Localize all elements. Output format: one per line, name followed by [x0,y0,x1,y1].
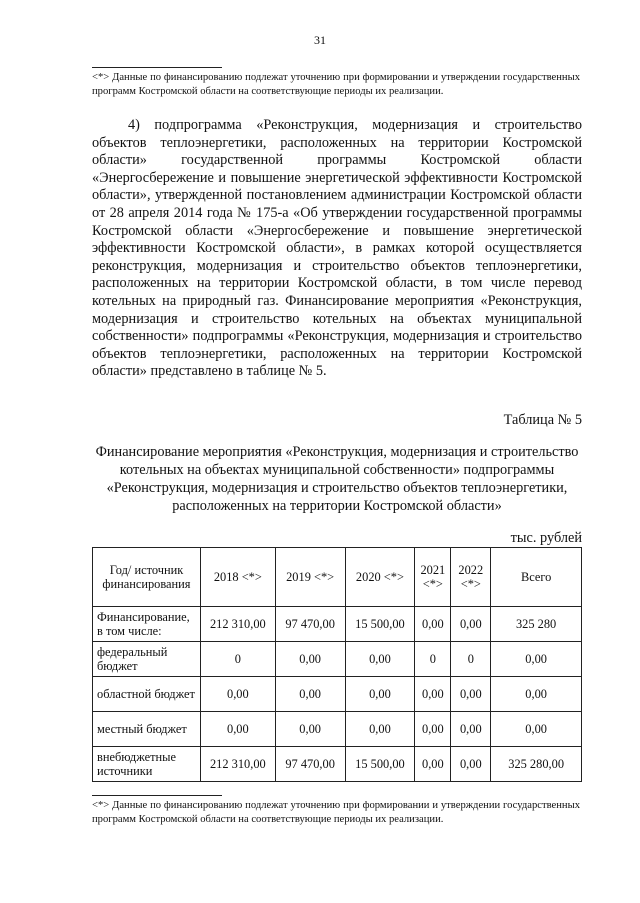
table-header-row [93,548,582,607]
table-cell: 0,00 [200,712,275,747]
header-cell: 2022 <*> [451,548,491,607]
table-cell: 0,00 [451,607,491,642]
table-cell: 0,00 [415,747,451,782]
page-number: 31 [314,33,326,47]
table-cell: 97 470,00 [275,747,345,782]
footnote-rule-top [92,67,222,68]
table-row [93,607,582,642]
table-cell: 97 470,00 [275,607,345,642]
header-cell: 2018 <*> [200,548,275,607]
header-cell: 2020 <*> [345,548,415,607]
row-label: внебюджетные источники [93,747,201,782]
table-cell: 0 [451,642,491,677]
table-label: Таблица № 5 [503,412,582,428]
row-label: Финансирование, в том числе: [93,607,201,642]
header-cell: 2021 <*> [415,548,451,607]
table-cell: 0,00 [415,712,451,747]
row-label: местный бюджет [93,712,201,747]
table-row [93,712,582,747]
table-row [93,642,582,677]
table-title: Финансирование мероприятия «Реконструкция, модернизация и строительство котельных на объектах муниципальной собственности» подпрограммы «Реконструкция, модернизация и строительство объектов теплоэнергетики, расположенных на территории Костромской области» [95,444,579,514]
table-cell: 0,00 [415,677,451,712]
table-cell: 0,00 [345,677,415,712]
table-cell: 325 280,00 [491,747,582,782]
table-cell: 0,00 [200,677,275,712]
header-cell: Год/ источник финансирования [93,548,201,607]
table-cell: 0,00 [415,607,451,642]
footnote-top: <*> Данные по финансированию подлежат уточнению при формировании и утверждении государственных программ Костромской области на соответствующие периоды их реализации. [92,72,580,97]
header-cell: Всего [491,548,582,607]
table-cell: 212 310,00 [200,607,275,642]
table-cell: 0,00 [345,642,415,677]
table-row [93,747,582,782]
body-paragraph: 4) подпрограмма «Реконструкция, модернизация и строительство объектов теплоэнергетики, расположенных на территории Костромской области» государственной программы Костромской области «Энергосбережение и повышение энергетической эффективности Костромской области», утвержденной постановлением администрации Костромской области от 28 апреля 2014 года № 175-а «Об утверждении государственной программы Костромской области «Энергосбережение и повышение энергетической эффективности Костромской области», в рамках которой осуществляется реконструкция, модернизация и строительство объектов теплоэнергетики, расположенных на территории Костромской области, в том числе перевод котельных на природный газ. Финансирование мероприятия «Реконструкция, модернизация и строительство котельных на объектах муниципальной собственности» подпрограммы «Реконструкция, модернизация и строительство объектов теплоэнергетики, расположенных на территории Костромской области» представлено в таблице № 5. [92,117,582,380]
table-row [93,677,582,712]
table-cell: 212 310,00 [200,747,275,782]
financing-table [92,547,582,782]
header-cell: 2019 <*> [275,548,345,607]
footnote-rule-bottom [92,795,222,796]
table-cell: 0,00 [275,677,345,712]
table-cell: 0,00 [491,712,582,747]
table-cell: 0,00 [345,712,415,747]
table-cell: 0,00 [451,677,491,712]
footnote-bottom: <*> Данные по финансированию подлежат уточнению при формировании и утверждении государственных программ Костромской области на соответствующие периоды их реализации. [92,800,580,825]
table-cell: 0,00 [491,677,582,712]
table-cell: 15 500,00 [345,607,415,642]
row-label: федеральный бюджет [93,642,201,677]
table-cell: 325 280 [491,607,582,642]
row-label: областной бюджет [93,677,201,712]
table-cell: 0,00 [275,642,345,677]
table-cell: 0,00 [451,747,491,782]
table-cell: 0 [200,642,275,677]
table-cell: 0 [415,642,451,677]
table-cell: 0,00 [275,712,345,747]
table-cell: 15 500,00 [345,747,415,782]
table-units: тыс. рублей [510,530,582,546]
table-cell: 0,00 [491,642,582,677]
table-cell: 0,00 [451,712,491,747]
